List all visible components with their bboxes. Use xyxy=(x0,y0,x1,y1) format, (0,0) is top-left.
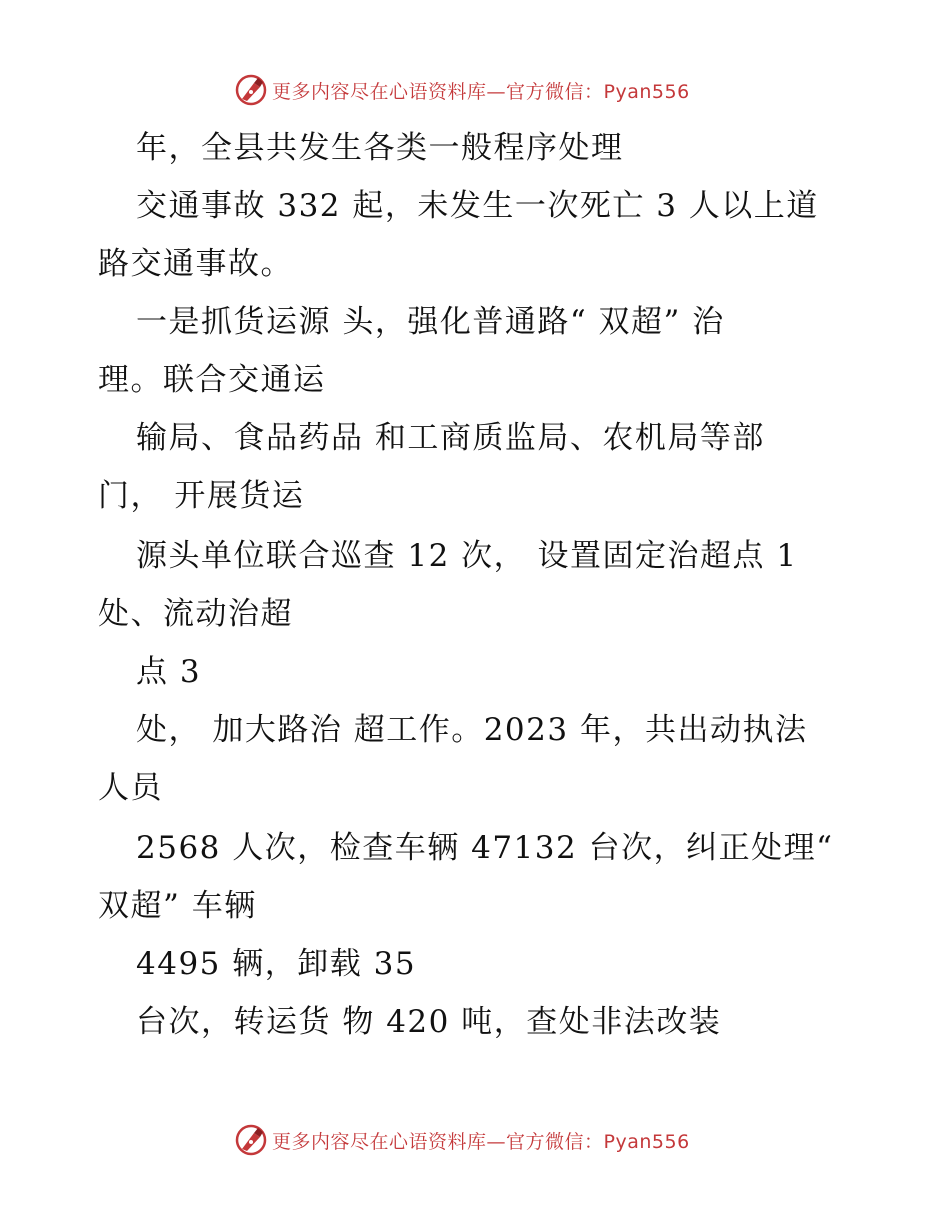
footer-banner-text: 更多内容尽在心语资料库—官方微信：Pyan556 xyxy=(272,1130,690,1153)
body-line: 路交通事故。 xyxy=(98,246,293,282)
body-line: 门， 开展货运 xyxy=(98,478,305,514)
body-line: 台次，转运货 物 420 吨，查处非法改装 xyxy=(136,1004,722,1040)
wechat-id: Pyan556 xyxy=(603,80,690,103)
body-line: 点 3 xyxy=(136,654,202,690)
body-line: 处、流动治超 xyxy=(98,596,293,632)
body-line: 一是抓货运源 头，强化普通路“ 双超” 治 xyxy=(136,304,725,340)
footer-banner xyxy=(0,1120,950,1160)
body-line: 交通事故 332 起，未发生一次死亡 3 人以上道 xyxy=(136,188,819,224)
body-line: 处， 加大路治 超工作。2023 年，共出动执法 xyxy=(136,712,808,748)
pen-nib-logo-icon xyxy=(234,1123,268,1157)
body-line: 人员 xyxy=(98,770,163,806)
body-line: 2568 人次，检查车辆 47132 台次，纠正处理“ xyxy=(136,830,834,866)
wechat-id: Pyan556 xyxy=(603,1130,690,1153)
body-line: 源头单位联合巡查 12 次， 设置固定治超点 1 xyxy=(136,538,798,574)
body-line: 4495 辆，卸载 35 xyxy=(136,946,417,982)
body-line: 年，全县共发生各类一般程序处理 xyxy=(136,130,624,166)
body-line: 输局、食品药品 和工商质监局、农机局等部 xyxy=(136,420,765,456)
body-line: 双超” 车辆 xyxy=(98,888,257,924)
header-banner-text: 更多内容尽在心语资料库—官方微信：Pyan556 xyxy=(272,80,690,103)
body-line: 理。联合交通运 xyxy=(98,362,326,398)
